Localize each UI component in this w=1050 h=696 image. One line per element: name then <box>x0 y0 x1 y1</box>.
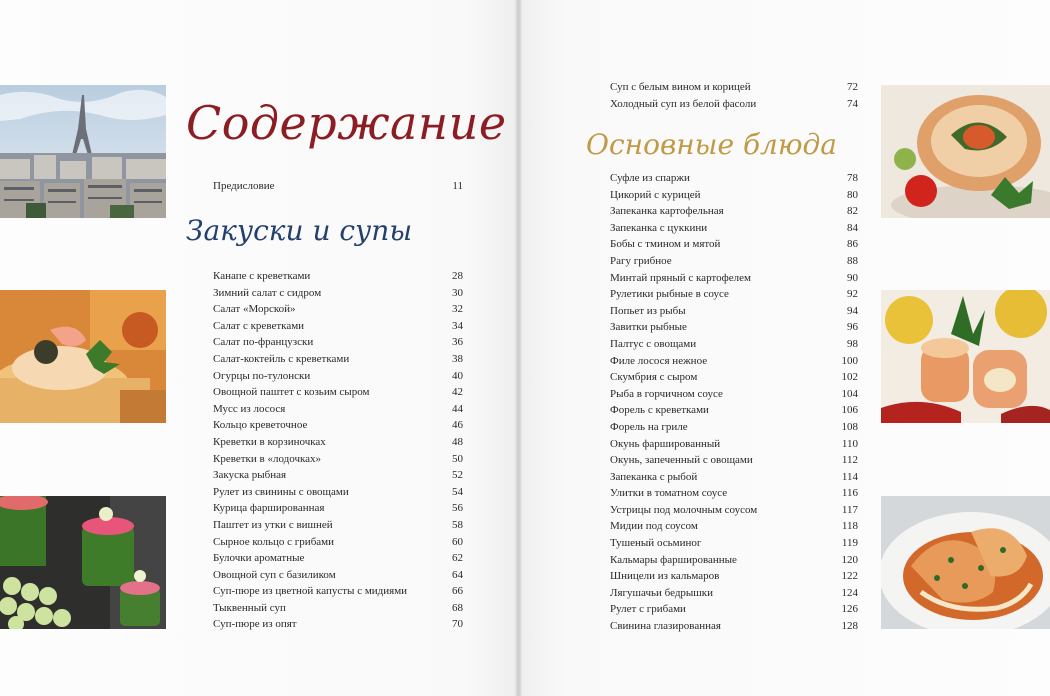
toc-entry-title: Попьет из рыбы <box>610 304 686 317</box>
toc-entry <box>610 270 858 287</box>
toc-entry <box>213 583 463 600</box>
toc-entry-title: Улитки в томатном соусе <box>610 487 728 500</box>
toc-entry <box>213 368 463 385</box>
toc-entry-page: 128 <box>841 620 858 633</box>
toc-entry-page: 64 <box>452 568 463 581</box>
toc-entry-title: Лягушачьи бедрышки <box>610 586 714 599</box>
toc-entry <box>213 417 463 434</box>
toc-entry <box>213 334 463 351</box>
toc-entry-title: Мусс из лосося <box>213 402 286 415</box>
right-page <box>522 0 1050 696</box>
toc-entry <box>213 484 463 501</box>
toc-entry-page: 74 <box>847 97 858 110</box>
toc-entry-title: Устрицы под молочным соусом <box>610 503 758 516</box>
toc-entry-title: Запеканка с цуккини <box>610 221 708 234</box>
toc-entry <box>213 550 463 567</box>
toc-entry-page: 90 <box>847 271 858 284</box>
toc-entry-page: 114 <box>841 470 858 483</box>
toc-entry <box>213 467 463 484</box>
toc-entry-page: 82 <box>847 205 858 218</box>
stuffed-roll-photo <box>881 85 1050 218</box>
toc-entry <box>610 452 858 469</box>
toc-entry-page: 38 <box>452 352 463 365</box>
toc-entry-title: Суп-пюре из опят <box>213 618 297 631</box>
toc-entry <box>610 535 858 552</box>
toc-entry <box>610 220 858 237</box>
toc-entry-page: 117 <box>841 503 858 516</box>
toc-entry <box>213 600 463 617</box>
toc-entry-title: Курица фаршированная <box>213 502 325 515</box>
toc-entry-title: Свинина глазированная <box>610 620 721 633</box>
toc-entry <box>213 616 463 633</box>
page-title: Содержание <box>186 96 507 150</box>
toc-entry-page: 96 <box>847 321 858 334</box>
toc-entry-page: 32 <box>452 303 463 316</box>
toc-entry-page: 72 <box>847 81 858 93</box>
toc-entry <box>213 301 463 318</box>
toc-entry-title: Скумбрия с сыром <box>610 371 698 384</box>
toc-entry <box>610 303 858 320</box>
toc-entry <box>213 268 463 285</box>
toc-entry <box>610 436 858 453</box>
toc-entry-title: Кольцо креветочное <box>213 419 308 432</box>
toc-entry <box>213 401 463 418</box>
toc-entry <box>610 253 858 270</box>
toc-entry-title: Запеканка с рыбой <box>610 470 698 483</box>
toc-entry-page: 102 <box>841 371 858 384</box>
toc-entry <box>610 286 858 303</box>
toc-entry <box>213 384 463 401</box>
toc-entry <box>213 318 463 335</box>
toc-entry-title: Суп-пюре из цветной капусты с мидиями <box>213 585 408 598</box>
toc-entry-page: 112 <box>841 454 858 467</box>
toc-entry-page: 88 <box>847 254 858 267</box>
toc-entry-page: 78 <box>847 172 858 184</box>
toc-entry <box>610 402 858 419</box>
toc-entry-page: 40 <box>452 369 463 382</box>
toc-entry-page: 30 <box>452 286 463 299</box>
canape-photo <box>0 290 166 423</box>
toc-entry-title: Холодный суп из белой фасоли <box>610 97 757 110</box>
toc-entry-page: 60 <box>452 535 463 548</box>
toc-entry <box>610 369 858 386</box>
toc-entry-page: 92 <box>847 288 858 301</box>
toc-entry-page: 122 <box>841 570 858 583</box>
toc-entry <box>610 469 858 486</box>
toc-entry-page: 50 <box>452 452 463 465</box>
toc-entry-title: Сырное кольцо с грибами <box>213 535 335 548</box>
toc-entry-title: Палтус с овощами <box>610 337 697 350</box>
toc-entry <box>213 285 463 302</box>
toc-entry-page: 46 <box>452 419 463 432</box>
toc-entry-title: Шницели из кальмаров <box>610 570 720 583</box>
toc-entry-title: Суфле из спаржи <box>610 172 690 184</box>
toc-entry <box>213 434 463 451</box>
toc-entry-title: Рыба в горчичном соусе <box>610 387 723 400</box>
toc-entry-title: Салат «Морской» <box>213 303 296 316</box>
toc-entry-title: Салат по-французски <box>213 336 314 349</box>
section-title-appetizers: Закуски и супы <box>186 214 413 247</box>
toc-entry-title: Рулет из свинины с овощами <box>213 485 349 498</box>
toc-entry-page: 100 <box>841 354 858 367</box>
toc-entry <box>213 517 463 534</box>
toc-entry-title: Закуска рыбная <box>213 469 287 482</box>
toc-entry-title: Форель с креветками <box>610 404 709 417</box>
toc-entry-title: Паштет из утки с вишней <box>213 518 333 531</box>
toc-entry <box>610 353 858 370</box>
toc-entry <box>213 351 463 368</box>
toc-entry-page: 11 <box>452 180 463 192</box>
toc-entry-page: 86 <box>847 238 858 251</box>
toc-entry-page: 118 <box>841 520 858 533</box>
toc-entry-title: Тушеный осьминог <box>610 537 702 550</box>
toc-entry-page: 48 <box>452 435 463 448</box>
toc-entry-title: Рагу грибное <box>610 254 672 267</box>
toc-entry-title: Цикорий с курицей <box>610 188 701 201</box>
toc-entry-title: Окунь, запеченный с овощами <box>610 454 753 467</box>
cucumber-cups-photo <box>0 496 166 629</box>
toc-entry-title: Филе лосося нежное <box>610 354 708 367</box>
toc-entry <box>610 502 858 519</box>
toc-entry <box>610 386 858 403</box>
toc-entry-title: Зимний салат с сидром <box>213 286 322 299</box>
toc-entry-page: 70 <box>452 618 463 631</box>
toc-entry <box>610 618 858 635</box>
toc-entry-page: 80 <box>847 188 858 201</box>
toc-entry-title: Овощной паштет с козьим сыром <box>213 386 370 399</box>
toc-entry-page: 66 <box>452 585 463 598</box>
toc-entry-page: 54 <box>452 485 463 498</box>
paris-photo <box>0 85 166 218</box>
toc-entry-page: 52 <box>452 469 463 482</box>
toc-entry-title: Салат с креветками <box>213 319 305 332</box>
toc-entry <box>213 500 463 517</box>
toc-entry <box>610 552 858 569</box>
toc-entry-page: 116 <box>841 487 858 500</box>
toc-list-appetizers <box>213 268 463 633</box>
section-title-main-dishes: Основные блюда <box>586 128 837 161</box>
toc-entry <box>610 485 858 502</box>
toc-entry-title: Салат-коктейль с креветками <box>213 352 350 365</box>
toc-entry-page: 28 <box>452 270 463 282</box>
toc-entry <box>610 170 858 187</box>
toc-list-main-dishes <box>610 170 858 635</box>
toc-entry-page: 98 <box>847 337 858 350</box>
toc-entry-page: 104 <box>841 387 858 400</box>
toc-entry <box>213 451 463 468</box>
toc-entry <box>610 585 858 602</box>
toc-entry <box>610 568 858 585</box>
toc-entry <box>610 518 858 535</box>
toc-entry-page: 110 <box>841 437 858 450</box>
toc-entry <box>610 187 858 204</box>
toc-entry-title: Суп с белым вином и корицей <box>610 81 751 93</box>
toc-entry <box>610 319 858 336</box>
toc-entry-title: Булочки ароматные <box>213 552 305 565</box>
toc-entry-page: 120 <box>841 553 858 566</box>
toc-entry-intro <box>213 178 463 195</box>
toc-entry-title: Запеканка картофельная <box>610 205 724 218</box>
toc-entry-title: Овощной суп с базиликом <box>213 568 336 581</box>
toc-entry-title: Рулет с грибами <box>610 603 686 616</box>
toc-entry-title: Форель на гриле <box>610 420 688 433</box>
toc-entry-page: 84 <box>847 221 858 234</box>
toc-entry <box>610 601 858 618</box>
toc-entry-title: Канапе с креветками <box>213 270 311 282</box>
toc-entry-page: 44 <box>452 402 463 415</box>
toc-entry-title: Огурцы по-тулонски <box>213 369 311 382</box>
toc-entry-page: 68 <box>452 601 463 614</box>
toc-entry <box>213 534 463 551</box>
toc-entry-page: 62 <box>452 552 463 565</box>
toc-entry-title: Бобы с тмином и мятой <box>610 238 721 251</box>
toc-entry <box>610 336 858 353</box>
toc-entry-page: 124 <box>841 586 858 599</box>
toc-entry-page: 126 <box>841 603 858 616</box>
toc-entry-title: Креветки в корзиночках <box>213 435 326 448</box>
toc-entry-page: 34 <box>452 319 463 332</box>
toc-entry-page: 119 <box>841 537 858 550</box>
toc-entry <box>610 236 858 253</box>
toc-entry-title: Креветки в «лодочках» <box>213 452 322 465</box>
toc-entry-page: 42 <box>452 386 463 399</box>
toc-entry <box>610 79 858 96</box>
toc-list-continued <box>610 79 858 112</box>
toc-entry <box>610 419 858 436</box>
toc-entry <box>213 567 463 584</box>
toc-entry-page: 108 <box>841 420 858 433</box>
toc-entry-title: Рулетики рыбные в соусе <box>610 288 729 301</box>
toc-entry-title: Тыквенный суп <box>213 601 286 614</box>
toc-entry-title: Кальмары фаршированные <box>610 553 737 566</box>
toc-entry-page: 94 <box>847 304 858 317</box>
toc-entry-title: Окунь фаршированный <box>610 437 721 450</box>
toc-entry-page: 58 <box>452 518 463 531</box>
toc-entry-page: 56 <box>452 502 463 515</box>
shrimp-plate-photo <box>881 496 1050 629</box>
toc-entry-page: 36 <box>452 336 463 349</box>
toc-intro <box>213 178 463 195</box>
left-page <box>0 0 518 696</box>
toc-entry-title: Мидии под соусом <box>610 520 698 533</box>
toc-entry-page: 106 <box>841 404 858 417</box>
toc-entry <box>610 203 858 220</box>
fish-rolls-photo <box>881 290 1050 423</box>
toc-entry <box>610 96 858 113</box>
toc-entry-title: Минтай пряный с картофелем <box>610 271 751 284</box>
toc-entry-title: Завитки рыбные <box>610 321 687 334</box>
toc-entry-title: Предисловие <box>213 180 275 192</box>
